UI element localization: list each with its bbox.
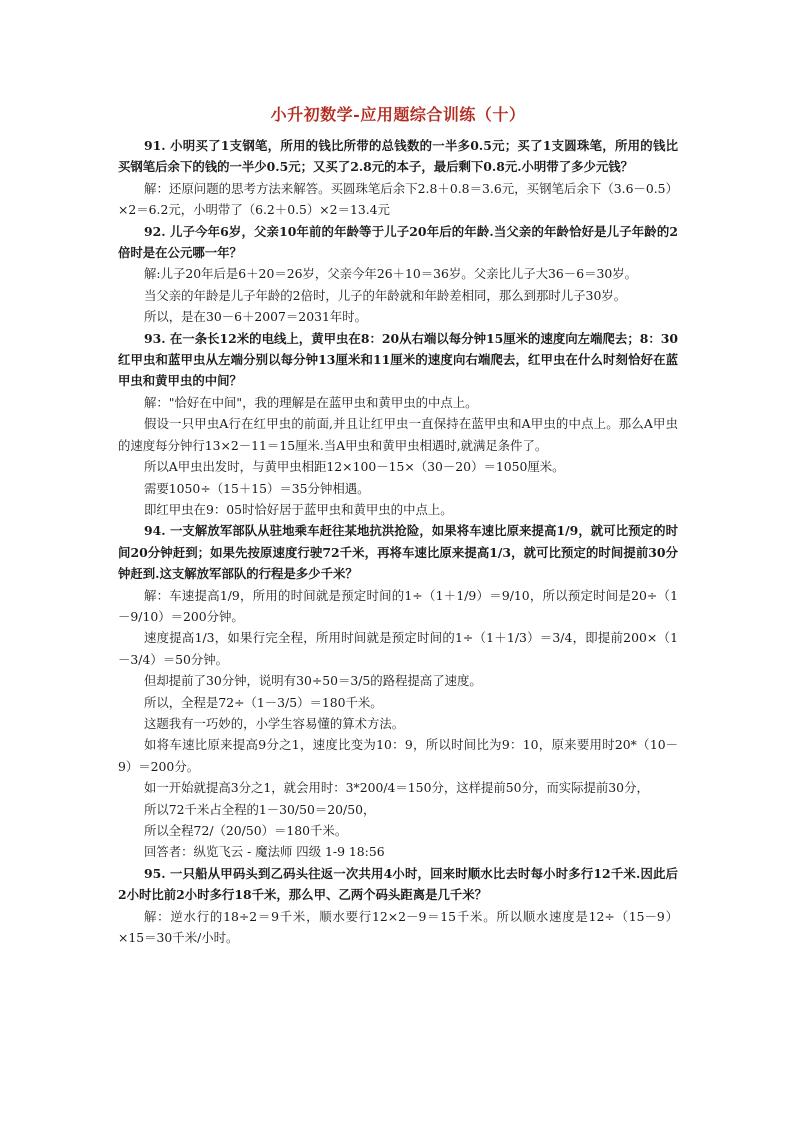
answer-paragraph: 所以，全程是72÷（1－3/5）＝180千米。 (144, 694, 383, 710)
document-title: 小升初数学-应用题综合训练（十） (270, 105, 526, 124)
answer-paragraph: 所以72千米占全程的1－30/50＝20/50， (144, 801, 376, 817)
answer-paragraph: 但却提前了30分钟，说明有30÷50＝3/5的路程提高了速度。 (144, 673, 482, 689)
answer-paragraph: 如一开始就提高3分之1，就会用时：3*200/4＝150分，这样提前50分，而实际提前30分， (144, 780, 649, 796)
answer-paragraph: 所以全程72/（20/50）＝180千米。 (144, 823, 348, 838)
question-paragraph: 95. 一只船从甲码头到乙码头往返一次共用4小时，回来时顺水比去时每小时多行12千米.因此后2小时比前2小时多行18千米，那么甲、乙两个码头距离是几千米？ (118, 865, 678, 903)
answer-paragraph: 速度提高1/3，如果行完全程，所用时间就是预定时间的1÷（1＋1/3）＝3/4，即提前200×（1－3/4）＝50分钟。 (118, 630, 678, 667)
question-paragraph: 93. 在一条长12米的电线上，黄甲虫在8：20从右端以每分钟15厘米的速度向左端爬去；8：30红甲虫和蓝甲虫从左端分别以每分钟13厘米和11厘米的速度向右端爬去，红甲虫在什么时刻恰好在蓝甲虫和黄甲虫的中间？ (118, 330, 678, 389)
question-paragraph: 91. 小明买了1支钢笔，所用的钱比所带的总钱数的一半多0.5元；买了1支圆珠笔，所用的钱比买钢笔后余下的钱的一半少0.5元；又买了2.8元的本子，最后剩下0.8元.小明带了多少元钱？ (118, 138, 678, 175)
document-page (118, 104, 678, 948)
question-paragraph: 94. 一支解放军部队从驻地乘车赶往某地抗洪抢险，如果将车速比原来提高1/9，就可比预定的时间20分钟赶到；如果先按原速度行驶72千米，再将车速比原来提高1/3，就可比预定的时间提前30分钟赶到.这支解放军部队的行程是多少千米？ (118, 523, 678, 582)
document-body (118, 135, 678, 948)
question-paragraph: 92. 儿子今年6岁，父亲10年前的年龄等于儿子20年后的年龄.当父亲的年龄恰好是儿子年龄的2倍时是在公元哪一年？ (118, 223, 678, 261)
answer-paragraph: 解:儿子20年后是6＋20＝26岁，父亲今年26＋10＝36岁。父亲比儿子大36－6＝30岁。 (144, 266, 638, 282)
answer-paragraph: 解：还原问题的思考方法来解答。买圆珠笔后余下2.8＋0.8＝3.6元，买钢笔后余下（3.6－0.5）×2＝6.2元，小明带了（6.2＋0.5）×2＝13.4元 (118, 180, 678, 218)
answer-paragraph: 所以，是在30－6＋2007＝2031年时。 (144, 309, 368, 325)
answer-paragraph: 需要1050÷（15＋15）＝35分钟相遇。 (144, 480, 370, 496)
answer-paragraph: 所以A甲虫出发时，与黄甲虫相距12×100－15×（30－20）＝1050厘米。 (144, 459, 565, 475)
answer-paragraph: 即红甲虫在9：05时恰好居于蓝甲虫和黄甲虫的中点上。 (144, 501, 453, 517)
answer-paragraph: 这题我有一巧妙的，小学生容易懂的算术方法。 (144, 715, 405, 731)
answer-paragraph: 解：逆水行的18÷2＝9千米，顺水要行12×2－9＝15千米。所以顺水速度是12÷（15－9）×15＝30千米/小时。 (118, 908, 678, 946)
answer-paragraph: 当父亲的年龄是儿子年龄的2倍时，儿子的年龄就和年龄差相同，那么到那时儿子30岁。 (144, 287, 627, 303)
answer-paragraph: 解："恰好在中间"，我的理解是在蓝甲虫和黄甲虫的中点上。 (144, 394, 478, 410)
answer-paragraph: 如将车速比原来提高9分之1，速度比变为10：9，所以时间比为9：10，原来要用时20*（10－9）＝200分。 (118, 737, 678, 774)
answer-paragraph: 解：车速提高1/9，所用的时间就是预定时间的1÷（1＋1/9）＝9/10，所以预定时间是20÷（1－9/10）＝200分钟。 (118, 587, 678, 624)
answer-paragraph: 假设一只甲虫A行在红甲虫的前面,并且让红甲虫一直保持在蓝甲虫和A甲虫的中点上。那么A甲虫的速度每分钟行13×2－11＝15厘米.当A甲虫和黄甲虫相遇时,就满足条件了。 (118, 416, 678, 453)
answer-paragraph: 回答者：纵览飞云 - 魔法师 四级 1-9 18:56 (144, 844, 385, 860)
